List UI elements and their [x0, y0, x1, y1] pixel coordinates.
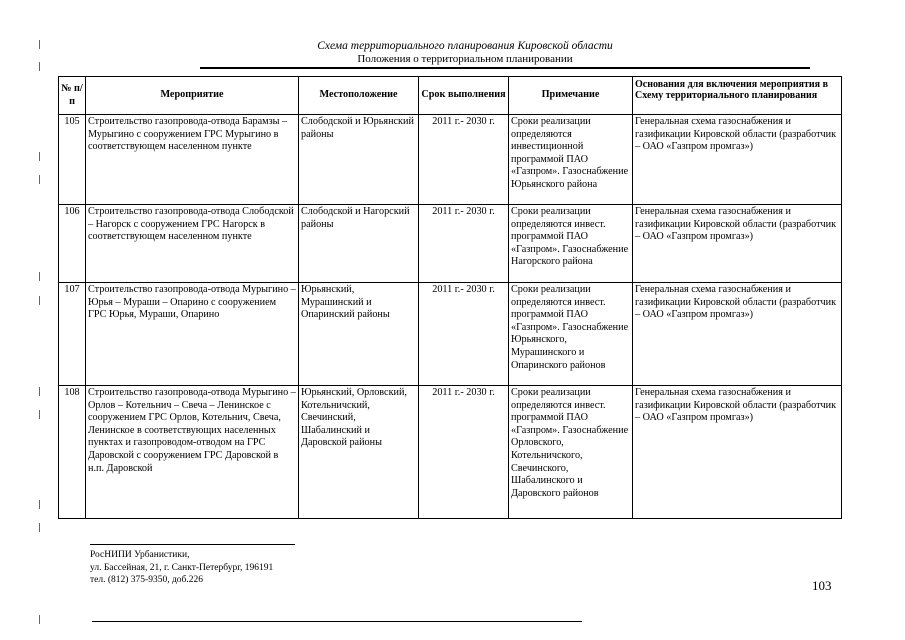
- row-basis: Генеральная схема газоснабжения и газификации Кировской области (разработчик – ОАО «Газпром промгаз»): [633, 205, 842, 283]
- table-row: [59, 115, 842, 205]
- row-activity: Строительство газопровода-отвода Слободской – Нагорск с сооружением ГРС Нагорск в соответствующем населенном пункте: [86, 205, 299, 283]
- row-num: 107: [59, 283, 86, 386]
- row-activity: Строительство газопровода-отвода Барамзы – Мурыгино с сооружением ГРС Мурыгино в соответствующем населенном пункте: [86, 115, 299, 205]
- document-title: Схема территориального планирования Кировской области: [317, 40, 613, 52]
- scan-margin-mark: [31, 615, 40, 624]
- row-basis: Генеральная схема газоснабжения и газификации Кировской области (разработчик – ОАО «Газпром промгаз»): [633, 386, 842, 519]
- header-num: № п/п: [59, 77, 86, 115]
- row-location: Юрьянский, Орловский, Котельничский, Свечинский, Шабалинский и Даровской районы: [299, 386, 419, 519]
- row-num: 108: [59, 386, 86, 519]
- scan-margin-mark: [31, 62, 40, 71]
- scan-margin-mark: [31, 296, 40, 305]
- page-number: 103: [812, 578, 832, 593]
- row-note: Сроки реализации определяются инвест. программой ПАО «Газпром». Газоснабжение Юрьянского, Мурашинского и Опаринского районов: [509, 283, 633, 386]
- header-period: Срок выполнения: [419, 77, 509, 115]
- footer-phone: тел. (812) 375-9350, доб.226: [90, 575, 204, 585]
- row-num: 106: [59, 205, 86, 283]
- row-activity: Строительство газопровода-отвода Мурыгино – Орлов – Котельнич – Свеча – Ленинское с сооружением ГРС Орлов, Котельнич, Свеча, Ленинское в соответствующих населенных пунктах и газопроводом-отводом на ГРС Даровской с сооружением ГРС Даровской в н.п. Даровской: [86, 386, 299, 519]
- row-period: 2011 г.- 2030 г.: [419, 386, 509, 519]
- row-period: 2011 г.- 2030 г.: [419, 115, 509, 205]
- footer-contacts: [90, 544, 295, 587]
- row-note: Сроки реализации определяются инвест. программой ПАО «Газпром». Газоснабжение Нагорского района: [509, 205, 633, 283]
- row-note: Сроки реализации определяются инвестиционной программой ПАО «Газпром». Газоснабжение Юрьянского района: [509, 115, 633, 205]
- footer-address: ул. Бассейная, 21, г. Санкт-Петербург, 196191: [90, 562, 274, 573]
- document-subtitle: Положения о территориальном планировании: [357, 53, 573, 65]
- bottom-rule: [92, 621, 582, 622]
- footer-org: РосНИПИ Урбанистики,: [90, 550, 190, 560]
- scan-margin-mark: [31, 152, 40, 161]
- row-period: 2011 г.- 2030 г.: [419, 283, 509, 386]
- table-row: [59, 386, 842, 519]
- scan-margin-mark: [31, 410, 40, 419]
- header-location: Местоположение: [299, 77, 419, 115]
- row-period: 2011 г.- 2030 г.: [419, 205, 509, 283]
- header-rule: [200, 67, 810, 69]
- document-header: [120, 40, 810, 69]
- row-location: Слободской и Нагорский районы: [299, 205, 419, 283]
- scan-margin-mark: [31, 387, 40, 396]
- row-num: 105: [59, 115, 86, 205]
- header-basis: Основания для включения мероприятия в Схему территориального планирования: [633, 77, 842, 115]
- row-basis: Генеральная схема газоснабжения и газификации Кировской области (разработчик – ОАО «Газпром промгаз»): [633, 115, 842, 205]
- row-activity: Строительство газопровода-отвода Мурыгино – Юрья – Мураши – Опарино с сооружением ГРС Юрья, Мураши, Опарино: [86, 283, 299, 386]
- row-note: Сроки реализации определяются инвест. программой ПАО «Газпром». Газоснабжение Орловского, Котельничского, Свечинского, Шабалинского и Даровского районов: [509, 386, 633, 519]
- scan-margin-mark: [31, 175, 40, 184]
- header-note: Примечание: [509, 77, 633, 115]
- scan-margin-mark: [31, 523, 40, 532]
- header-activity: Мероприятие: [86, 77, 299, 115]
- scan-margin-mark: [31, 500, 40, 509]
- row-basis: Генеральная схема газоснабжения и газификации Кировской области (разработчик – ОАО «Газпром промгаз»): [633, 283, 842, 386]
- table-row: [59, 205, 842, 283]
- table-row: [59, 283, 842, 386]
- scan-margin-mark: [31, 40, 40, 49]
- activities-table: [58, 76, 842, 519]
- footer-rule: [90, 544, 295, 545]
- row-location: Слободской и Юрьянский районы: [299, 115, 419, 205]
- table-header-row: [59, 77, 842, 115]
- row-location: Юрьянский, Мурашинский и Опаринский районы: [299, 283, 419, 386]
- scan-margin-mark: [31, 272, 40, 281]
